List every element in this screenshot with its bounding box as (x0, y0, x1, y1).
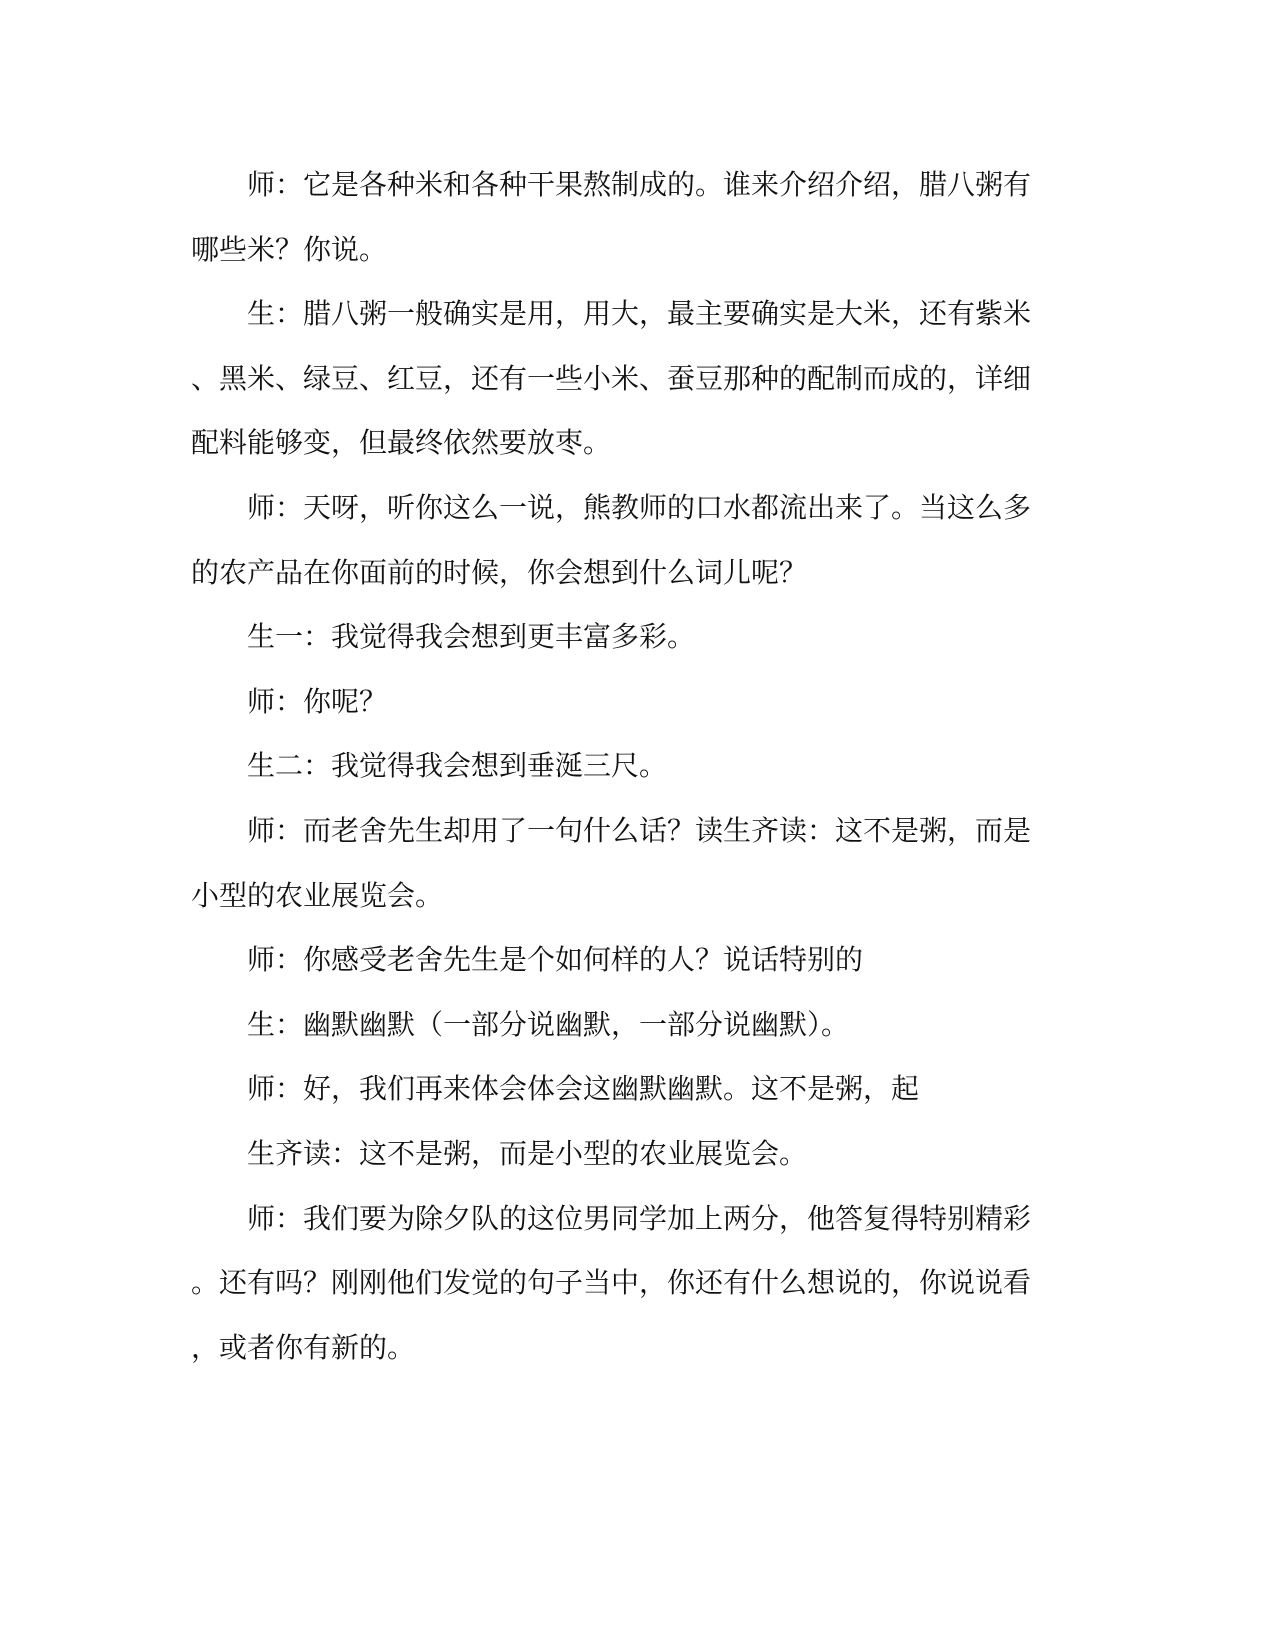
dialogue-paragraph (191, 282, 1066, 476)
text-line: 生二：我觉得我会想到垂涎三尺。 (247, 749, 668, 783)
dialogue-paragraph (191, 1122, 1066, 1187)
text-line: 师：你呢？ (247, 684, 388, 718)
text-line: 生：幽默幽默（一部分说幽默，一部分说幽默）。 (247, 1007, 850, 1041)
dialogue-paragraph (191, 476, 1066, 605)
text-line: 的农产品在你面前的时候，你会想到什么词儿呢？ (191, 555, 808, 589)
text-line: 、黑米、绿豆、红豆，还有一些小米、蚕豆那种的配制而成的，详细 (191, 361, 1032, 395)
document-body (191, 153, 1066, 1380)
dialogue-paragraph (191, 799, 1066, 928)
dialogue-paragraph (191, 1057, 1066, 1122)
text-line: ，或者你有新的。 (191, 1330, 416, 1364)
text-line: 生一：我觉得我会想到更丰富多彩。 (247, 620, 696, 654)
text-line: 师：我们要为除夕队的这位男同学加上两分，他答复得特别精彩 (247, 1201, 1032, 1235)
dialogue-paragraph (191, 1187, 1066, 1381)
text-line: 小型的农业展览会。 (191, 878, 444, 912)
text-line: 师：你感受老舍先生是个如何样的人？说话特别的 (247, 943, 864, 977)
dialogue-paragraph (191, 670, 1066, 735)
text-line: 师：而老舍先生却用了一句什么话？读生齐读：这不是粥，而是 (247, 813, 1032, 847)
text-line: 生齐读：这不是粥，而是小型的农业展览会。 (247, 1136, 808, 1170)
dialogue-paragraph (191, 734, 1066, 799)
dialogue-paragraph (191, 153, 1066, 282)
text-line: 师：它是各种米和各种干果熬制成的。谁来介绍介绍，腊八粥有 (247, 168, 1032, 201)
text-line: 师：好，我们再来体会体会这幽默幽默。这不是粥，起 (247, 1072, 920, 1106)
text-line: 配料能够变，但最终依然要放枣。 (191, 426, 612, 460)
dialogue-paragraph (191, 605, 1066, 670)
dialogue-paragraph (191, 993, 1066, 1058)
text-line: 生：腊八粥一般确实是用，用大，最主要确实是大米，还有紫米 (247, 297, 1032, 331)
text-line: 哪些米？你说。 (191, 232, 388, 266)
dialogue-paragraph (191, 928, 1066, 993)
text-line: 。还有吗？刚刚他们发觉的句子当中，你还有什么想说的，你说说看 (191, 1266, 1032, 1300)
text-line: 师：天呀，听你这么一说，熊教师的口水都流出来了。当这么多 (247, 490, 1032, 524)
